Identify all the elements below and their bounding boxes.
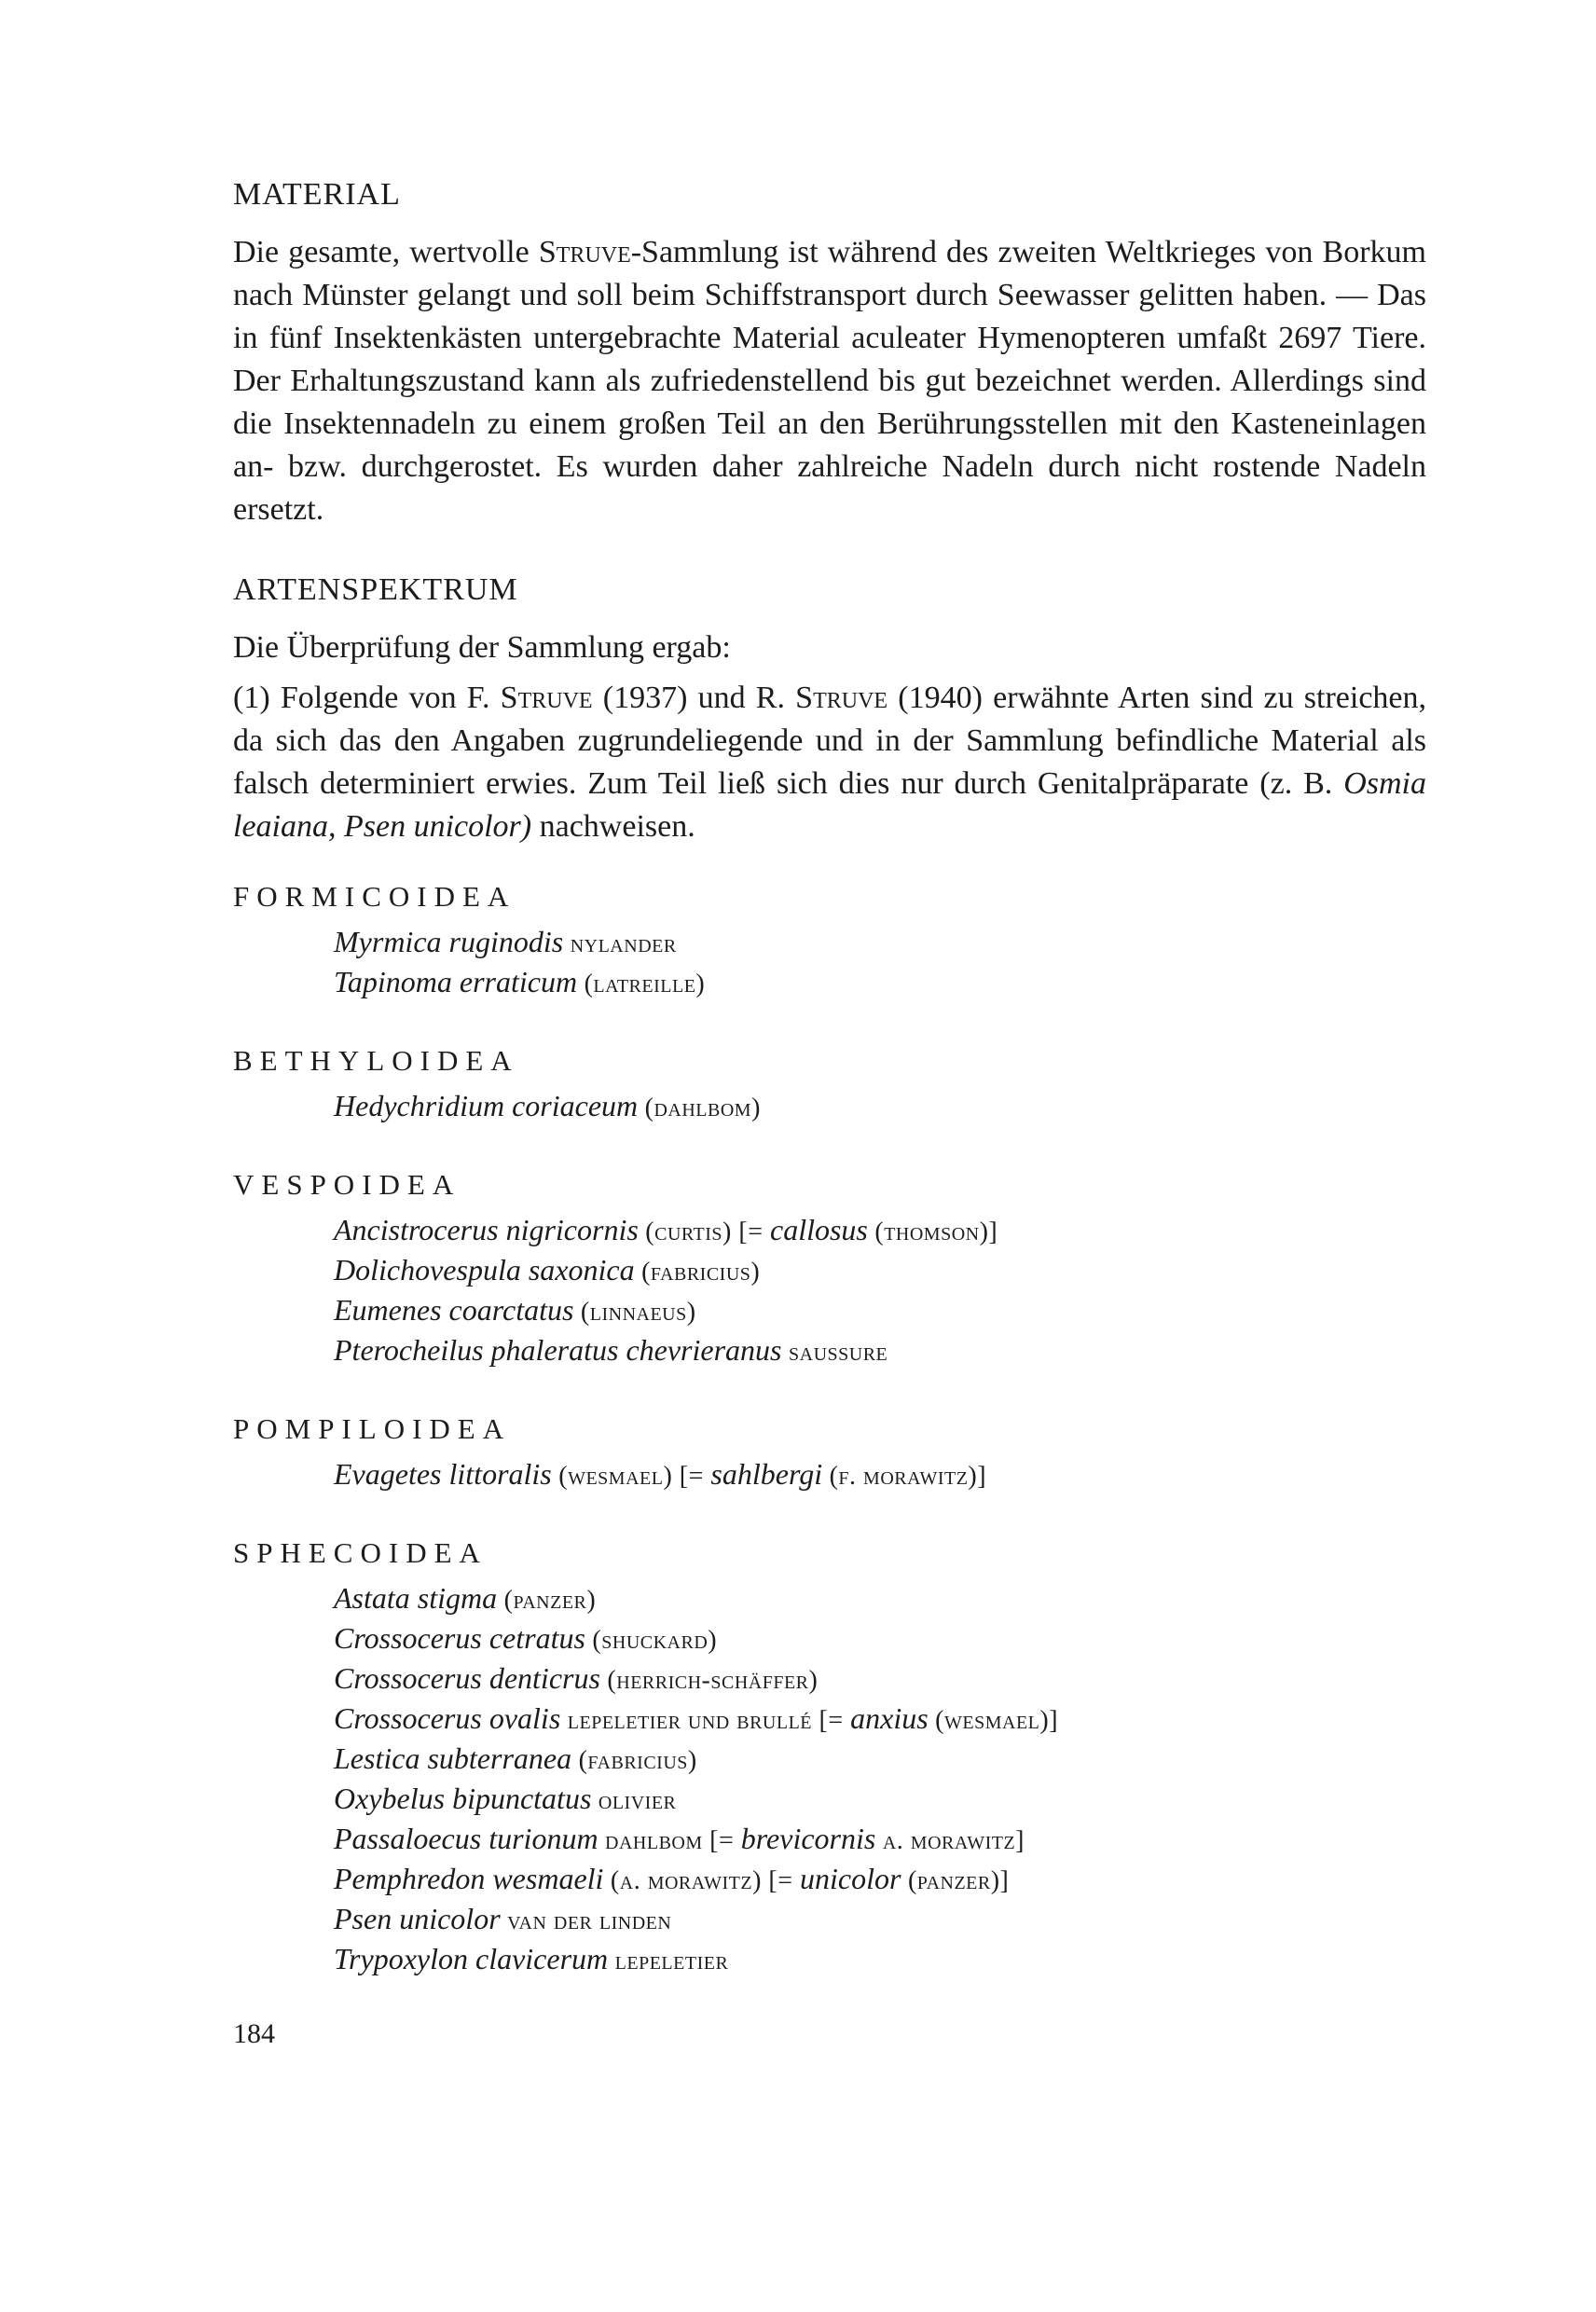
species-entry <box>334 1860 1426 1900</box>
species-entry <box>334 1211 1426 1251</box>
species-name: Dolichovespula saxonica <box>334 1253 635 1287</box>
species-name: Crossocerus cetratus <box>334 1621 585 1655</box>
artenspektrum-item-1: (1) Folgende von F. Struve (1937) und R. Struve (1940) erwähnte Arten sind zu streichen, da sich das den Angaben zugrundeliegende und in der Sammlung befindliche Material als falsch determiniert erwies. Zum Teil ließ sich dies nur durch Genitalpräparate (z. B. Osmia leaiana, Psen unicolor) nachweisen. <box>233 681 1427 844</box>
synonym-name: sahlbergi <box>710 1457 823 1491</box>
species-authority: (herrich-schäffer) <box>599 1666 819 1695</box>
species-name: Crossocerus denticrus <box>334 1661 600 1695</box>
section-heading-artenspektrum: ARTENSPEKTRUM <box>233 572 518 607</box>
species-authority: (dahlbom) <box>638 1094 761 1122</box>
species-entry <box>334 1820 1426 1860</box>
species-authority: (fabricius) <box>571 1746 697 1775</box>
species-list <box>233 1455 1426 1495</box>
species-name: Ancistrocerus nigricornis <box>334 1213 639 1246</box>
species-entry <box>334 1659 1426 1700</box>
species-list <box>233 1211 1426 1371</box>
synonym-name: unicolor <box>800 1862 901 1895</box>
species-name: Oxybelus bipunctatus <box>334 1782 592 1815</box>
species-name: Evagetes littoralis <box>334 1457 552 1491</box>
species-entry <box>334 1940 1426 1980</box>
species-authority: (shuckard) <box>585 1626 718 1655</box>
artenspektrum-intro: Die Überprüfung der Sammlung ergab: <box>233 630 731 665</box>
taxon-groups <box>233 880 1426 1980</box>
species-authority: (a. morawitz) [= <box>603 1866 801 1895</box>
species-list <box>233 1579 1426 1980</box>
species-name: Eumenes coarctatus <box>334 1293 574 1327</box>
group-title: BETHYLOIDEA <box>233 1044 519 1077</box>
species-authority: nylander <box>563 929 677 958</box>
species-name: Trypoxylon clavicerum <box>334 1942 609 1975</box>
synonym-authority: (thomson)] <box>867 1218 998 1246</box>
group-title: SPHECOIDEA <box>233 1536 488 1569</box>
species-entry <box>334 923 1426 963</box>
species-authority: lepeletier <box>608 1947 729 1975</box>
group-title: FORMICOIDEA <box>233 880 516 913</box>
species-entry <box>334 1455 1426 1495</box>
species-authority: lepeletier und brullé [= <box>560 1706 851 1735</box>
species-name: Psen unicolor <box>334 1902 501 1935</box>
species-name: Astata stigma <box>334 1581 498 1615</box>
species-list <box>233 1087 1426 1127</box>
synonym-authority: (wesmael)] <box>928 1706 1059 1735</box>
taxon-group <box>233 1412 1426 1495</box>
species-list <box>233 923 1426 1003</box>
species-entry <box>334 963 1426 1003</box>
species-authority: saussure <box>781 1338 888 1367</box>
author-struve: Struve <box>538 235 631 269</box>
species-authority: (panzer) <box>497 1586 597 1615</box>
synonym-name: brevicornis <box>740 1822 876 1855</box>
species-entry <box>334 1579 1426 1619</box>
synonym-authority: a. morawitz] <box>875 1826 1025 1855</box>
synonym-authority: (panzer)] <box>901 1866 1010 1895</box>
species-authority: van der linden <box>500 1906 672 1935</box>
synonym-name: anxius <box>850 1701 929 1735</box>
species-name: Tapinoma erraticum <box>334 965 578 998</box>
species-entry <box>334 1331 1426 1371</box>
taxon-group <box>233 880 1426 1003</box>
species-entry <box>334 1251 1426 1291</box>
species-name: Passaloecus turionum <box>334 1822 598 1855</box>
species-entry <box>334 1087 1426 1127</box>
taxon-group <box>233 1044 1426 1127</box>
species-name: Crossocerus ovalis <box>334 1701 561 1735</box>
group-title: VESPOIDEA <box>233 1168 461 1201</box>
species-authority: (curtis) [= <box>638 1218 770 1246</box>
material-paragraph: Die gesamte, wertvolle Struve-Sammlung ist während des zweiten Weltkrieges von Borkum nach Münster gelangt und soll beim Schiffstransport durch Seewasser gelitten haben. — Das in fünf Insektenkästen untergebrachte Material aculeater Hymenopteren umfaßt 2697 Tiere. Der Erhaltungszustand kann als zufriedenstellend bis gut bezeichnet werden. Allerdings sind die Insektennadeln zu einem großen Teil an den Berührungsstellen mit den Kasteneinlagen an- bzw. durchgerostet. Es wurden daher zahlreiche Nadeln durch nicht rostende Nadeln ersetzt. <box>233 235 1427 527</box>
species-entry <box>334 1700 1426 1740</box>
species-authority: (latreille) <box>577 970 706 998</box>
species-entry <box>334 1780 1426 1820</box>
species-name: Myrmica ruginodis <box>334 925 564 958</box>
species-authority: dahlbom [= <box>598 1826 741 1855</box>
species-authority: (fabricius) <box>634 1258 761 1287</box>
species-entry <box>334 1900 1426 1940</box>
species-authority: olivier <box>591 1786 677 1815</box>
species-authority: (wesmael) [= <box>551 1462 711 1491</box>
taxon-group <box>233 1536 1426 1980</box>
species-authority: (linnaeus) <box>573 1298 696 1327</box>
synonym-name: callosus <box>769 1213 868 1246</box>
page-number: 184 <box>233 2018 275 2049</box>
group-title: POMPILOIDEA <box>233 1412 512 1445</box>
species-entry <box>334 1740 1426 1780</box>
synonym-authority: (f. morawitz)] <box>822 1462 987 1491</box>
species-name: Lestica subterranea <box>334 1741 572 1775</box>
species-name: Pterocheilus phaleratus chevrieranus <box>334 1333 782 1367</box>
species-name: Hedychridium coriaceum <box>334 1089 639 1122</box>
species-entry <box>334 1619 1426 1659</box>
species-entry <box>334 1291 1426 1331</box>
page-content <box>233 177 1426 2021</box>
section-heading-material: MATERIAL <box>233 177 401 212</box>
species-name: Pemphredon wesmaeli <box>334 1862 604 1895</box>
taxon-group <box>233 1168 1426 1371</box>
